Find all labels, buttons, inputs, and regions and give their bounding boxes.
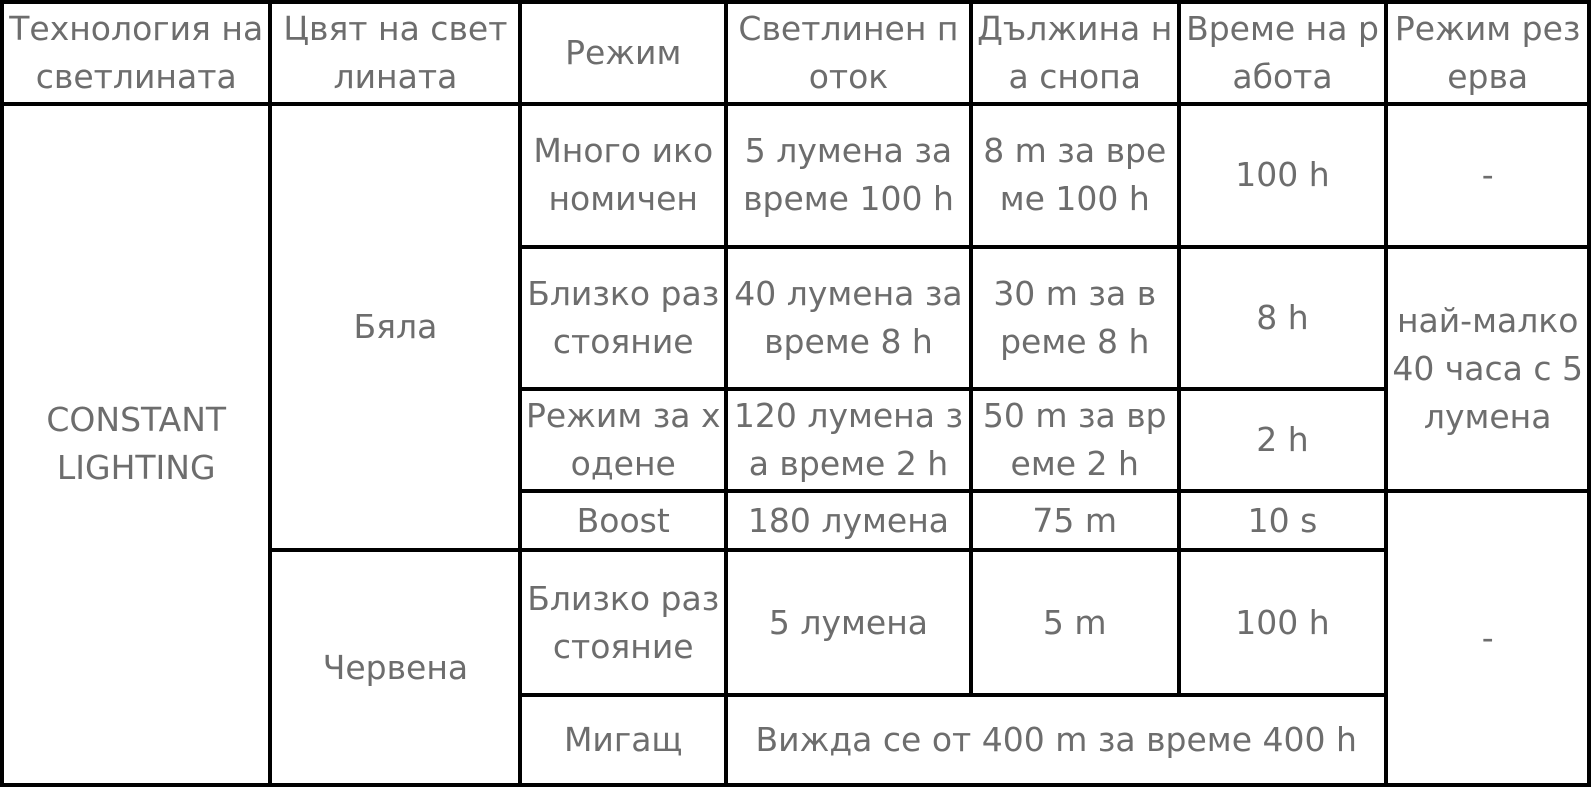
header-technology: Технология на светлината (4, 4, 268, 102)
header-mode: Режим (522, 4, 724, 102)
flux-cell: 5 лумена за време 100 h (728, 106, 969, 245)
color-red-cell: Червена (272, 552, 518, 783)
flux-cell: 120 лумена за време 2 h (728, 391, 969, 489)
mode-cell: Много икономичен (522, 106, 724, 245)
header-beam-length: Дължина на снопа (973, 4, 1177, 102)
header-luminous-flux: Светлинен поток (728, 4, 969, 102)
color-white-cell: Бяла (272, 106, 518, 549)
time-cell: 2 h (1181, 391, 1385, 489)
header-color: Цвят на светлината (272, 4, 518, 102)
mode-cell: Близко разстояние (522, 249, 724, 388)
table-row (4, 106, 1587, 245)
header-row (4, 4, 1587, 102)
time-cell: 100 h (1181, 552, 1385, 693)
beam-cell: 5 m (973, 552, 1177, 693)
beam-cell: 75 m (973, 493, 1177, 548)
reserve-cell: най-малко 40 часа с 5 лумена (1388, 249, 1587, 490)
beam-cell: 50 m за време 2 h (973, 391, 1177, 489)
technology-cell: CONSTANT LIGHTING (4, 106, 268, 783)
beam-cell: 8 m за време 100 h (973, 106, 1177, 245)
mode-cell: Близко разстояние (522, 552, 724, 693)
beam-cell: 30 m за време 8 h (973, 249, 1177, 388)
mode-cell: Boost (522, 493, 724, 548)
reserve-cell: - (1388, 493, 1587, 783)
mode-cell: Режим за ходене (522, 391, 724, 489)
flux-cell: 5 лумена (728, 552, 969, 693)
time-cell: 100 h (1181, 106, 1385, 245)
visibility-cell: Вижда се от 400 m за време 400 h (728, 697, 1384, 783)
header-reserve-mode: Режим резерва (1388, 4, 1587, 102)
reserve-cell: - (1388, 106, 1587, 245)
flux-cell: 40 лумена за време 8 h (728, 249, 969, 388)
time-cell: 8 h (1181, 249, 1385, 388)
time-cell: 10 s (1181, 493, 1385, 548)
flux-cell: 180 лумена (728, 493, 969, 548)
mode-cell: Мигащ (522, 697, 724, 783)
header-run-time: Време на работа (1181, 4, 1385, 102)
